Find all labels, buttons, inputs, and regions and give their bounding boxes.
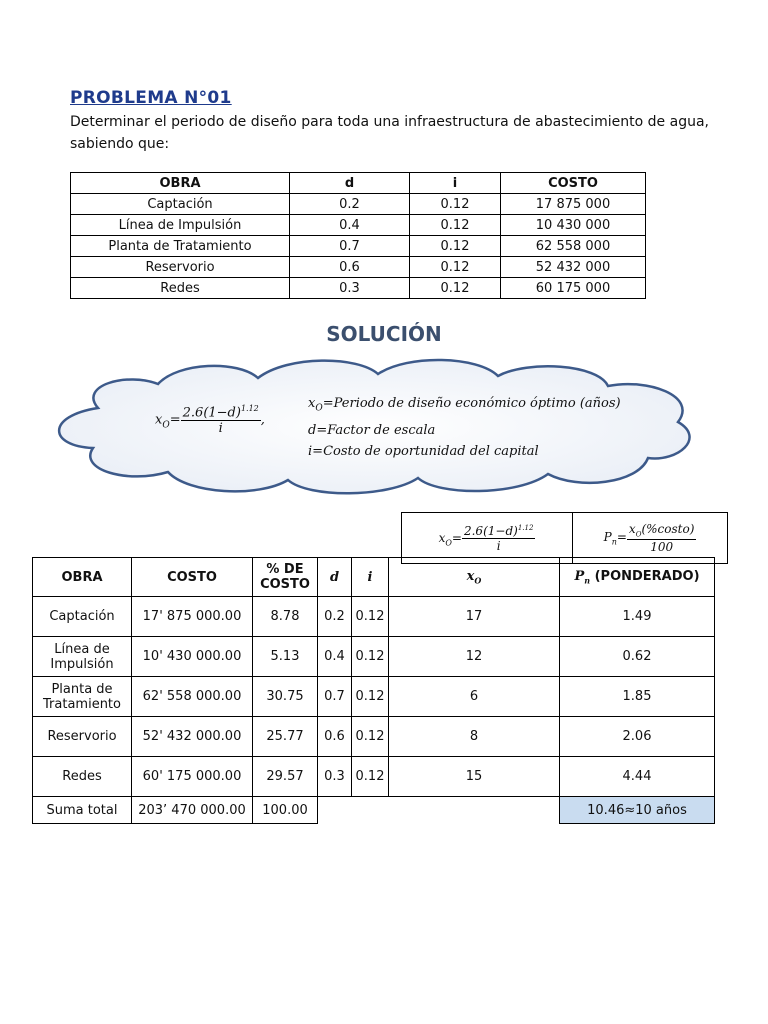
cell: 52 432 000 [501,257,646,278]
header-d: d [290,173,410,194]
def-text: Factor de escala [327,422,436,438]
cell-d: 0.7 [318,677,352,717]
cell: Reservorio [71,257,290,278]
header-xo: $x_O$ [389,558,560,597]
header-costo: COSTO [132,558,253,597]
total-label: Suma total [33,797,132,824]
cell-d: 0.2 [318,597,352,637]
table-row [71,194,646,215]
cell-pct: 8.78 [253,597,318,637]
header-obra: OBRA [71,173,290,194]
table-row [71,257,646,278]
definition-d: d=Factor de escala [308,422,436,438]
definition-xo: $x_O=Periodo$ de diseño económico óptimo (años) [308,396,621,414]
problem-statement: Determinar el periodo de diseño para toda una infraestructura de abastecimiento de agua, sabiendo que: [70,114,709,152]
cell-costo: 52' 432 000.00 [132,717,253,757]
problem-title: PROBLEMA N°01 [70,88,232,108]
table-row [33,757,715,797]
cell-d: 0.3 [318,757,352,797]
cell-pct: 30.75 [253,677,318,717]
cell-xo: 12 [389,637,560,677]
cell-i: 0.12 [352,677,389,717]
solution-heading: SOLUCIÓN [326,322,442,346]
header-d: d [318,558,352,597]
header-i: i [410,173,501,194]
solution-table [32,557,715,824]
cell: 17 875 000 [501,194,646,215]
table-row [71,278,646,299]
cell: 10 430 000 [501,215,646,236]
def-var: i [308,443,313,459]
cell-obra: Línea de Impulsión [33,637,132,677]
cell-costo: 10' 430 000.00 [132,637,253,677]
result-cell: 10.46≈10 años [560,797,715,824]
cell-pn: 1.49 [560,597,715,637]
def-text: Costo de oportunidad del capital [323,443,539,459]
cell: Línea de Impulsión [71,215,290,236]
total-row [33,797,715,824]
pn-formula-cell: $P_n=$ $\frac{x_O(\%costo)}{100}$ [573,513,728,564]
cell-d: 0.4 [318,637,352,677]
table-row [33,597,715,637]
header-pn: $P_n$ (PONDERADO) [560,558,715,597]
cell: 0.6 [290,257,410,278]
cell: Captación [71,194,290,215]
cell: 0.2 [290,194,410,215]
table-row [33,637,715,677]
def-sub: O [315,403,323,414]
total-cost: 203’ 470 000.00 [132,797,253,824]
period-formula: $x_O=$ $\frac{2.6(1-d)^{1.12}}{i}$ , [155,404,265,437]
cell-pn: 4.44 [560,757,715,797]
pn-denominator: 100 [650,539,674,554]
table-header-row [71,173,646,194]
cell: 0.12 [410,236,501,257]
formula-numerator: 2.6(1−d) [182,405,241,421]
variable-definitions [308,393,621,462]
cell-pct: 5.13 [253,637,318,677]
header-obra: OBRA [33,558,132,597]
header-i: i [352,558,389,597]
cell: 62 558 000 [501,236,646,257]
xo-formula-cell: $x_O=$ $\frac{2.6(1-d)^{1.12}}{i}$ [402,513,573,564]
cell-xo: 17 [389,597,560,637]
def-var: d [308,422,317,438]
formula-exponent: 1.12 [240,404,259,413]
table-header-row [33,558,715,597]
cell-obra: Planta de Tratamiento [33,677,132,717]
cell-costo: 62' 558 000.00 [132,677,253,717]
cell-obra: Reservorio [33,717,132,757]
header-pct-costo: % DE COSTO [253,558,318,597]
cell: 0.4 [290,215,410,236]
cell: 60 175 000 [501,278,646,299]
cell: Planta de Tratamiento [71,236,290,257]
cell-i: 0.12 [352,757,389,797]
table-row [33,717,715,757]
cell-costo: 17' 875 000.00 [132,597,253,637]
cell-costo: 60' 175 000.00 [132,757,253,797]
cell: 0.7 [290,236,410,257]
cell-pn: 0.62 [560,637,715,677]
definition-i: i=Costo de oportunidad del capital [308,443,539,459]
cell-xo: 15 [389,757,560,797]
table-row [33,677,715,717]
cell-xo: 6 [389,677,560,717]
empty-cell [318,797,560,824]
total-pct: 100.00 [253,797,318,824]
formula-var: x [155,412,163,428]
header-costo: COSTO [501,173,646,194]
cell-i: 0.12 [352,637,389,677]
cell: 0.12 [410,215,501,236]
cell-pn: 2.06 [560,717,715,757]
cell: 0.12 [410,278,501,299]
cell: 0.12 [410,194,501,215]
cell: 0.3 [290,278,410,299]
cell-i: 0.12 [352,597,389,637]
cell: Redes [71,278,290,299]
cell: 0.12 [410,257,501,278]
formula-denominator: i [218,421,223,437]
cell-obra: Redes [33,757,132,797]
cell-pct: 25.77 [253,717,318,757]
def-var: x [308,396,316,411]
cell-pct: 29.57 [253,757,318,797]
cell-obra: Captación [33,597,132,637]
def-text: Periodo de diseño económico óptimo (años) [333,396,621,411]
cell-d: 0.6 [318,717,352,757]
table-row [71,236,646,257]
table-row [71,215,646,236]
input-data-table [70,172,646,299]
formula-fraction [181,404,261,436]
cell-i: 0.12 [352,717,389,757]
cell-pn: 1.85 [560,677,715,717]
formula-sub: O [162,420,170,431]
cell-xo: 8 [389,717,560,757]
